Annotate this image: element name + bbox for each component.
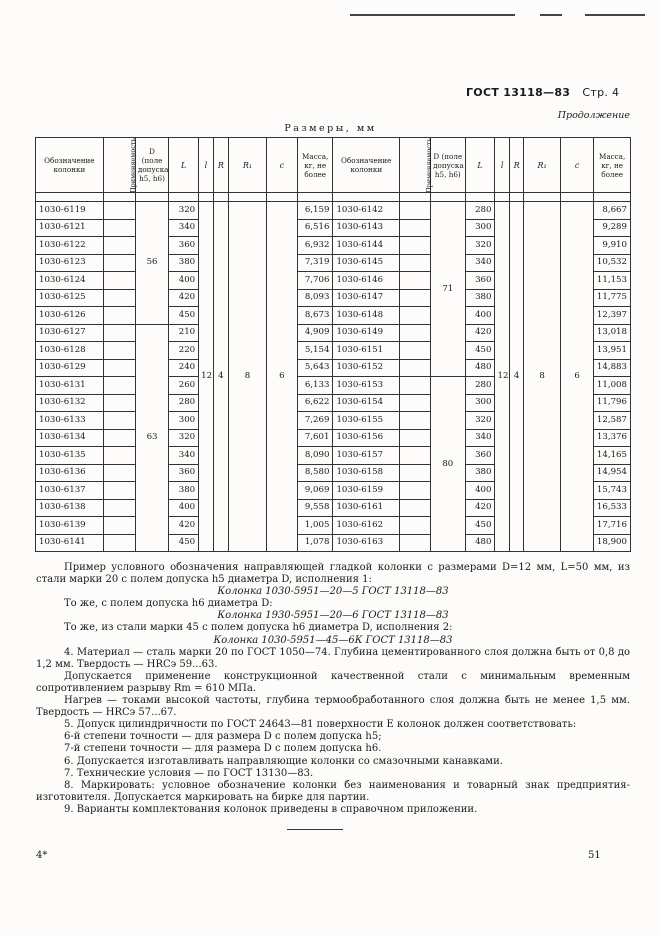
col-mass: Масса, кг, не более bbox=[594, 138, 631, 193]
paragraph: 9. Варианты комплектования колонок приведены в справочном приложении. bbox=[64, 803, 478, 815]
designation-cell: 1030-6162 bbox=[333, 517, 400, 535]
designation-cell: 1030-6134 bbox=[36, 429, 104, 447]
designation-cell: 1030-6144 bbox=[333, 237, 400, 255]
applicability-cell bbox=[103, 307, 135, 325]
mass-cell: 8,090 bbox=[297, 447, 333, 465]
col-l: l bbox=[495, 138, 509, 193]
L-cell: 280 bbox=[465, 202, 495, 220]
R1-cell: 8 bbox=[524, 202, 561, 552]
designation-cell: 1030-6122 bbox=[36, 237, 104, 255]
applicability-cell bbox=[400, 464, 431, 482]
mass-cell: 7,706 bbox=[297, 272, 333, 290]
mass-cell: 9,069 bbox=[297, 482, 333, 500]
L-cell: 220 bbox=[169, 342, 199, 360]
designation-cell: 1030-6163 bbox=[333, 534, 400, 552]
applicability-cell bbox=[400, 534, 431, 552]
mass-cell: 12,397 bbox=[594, 307, 631, 325]
designation-cell: 1030-6142 bbox=[333, 202, 400, 220]
designation-cell: 1030-6157 bbox=[333, 447, 400, 465]
applicability-cell bbox=[103, 219, 135, 237]
L-cell: 450 bbox=[465, 517, 495, 535]
L-cell: 320 bbox=[465, 237, 495, 255]
d-cell: 63 bbox=[135, 324, 168, 552]
designation-cell: 1030-6129 bbox=[36, 359, 104, 377]
mass-cell: 11,008 bbox=[594, 377, 631, 395]
spacer-cell bbox=[400, 193, 431, 202]
mass-cell: 8,673 bbox=[297, 307, 333, 325]
mass-cell: 16,533 bbox=[594, 499, 631, 517]
mass-cell: 15,743 bbox=[594, 482, 631, 500]
designation-cell: 1030-6139 bbox=[36, 517, 104, 535]
col-R1: R₁ bbox=[524, 138, 561, 193]
l-cell: 12 bbox=[495, 202, 509, 552]
mass-cell: 6,516 bbox=[297, 219, 333, 237]
applicability-cell bbox=[400, 412, 431, 430]
col-d: D (поле допуска h5, h6) bbox=[431, 138, 465, 193]
mass-cell: 8,667 bbox=[594, 202, 631, 220]
mass-cell: 9,558 bbox=[297, 499, 333, 517]
L-cell: 400 bbox=[465, 307, 495, 325]
applicability-cell bbox=[103, 447, 135, 465]
designation-cell: 1030-6146 bbox=[333, 272, 400, 290]
applicability-cell bbox=[400, 289, 431, 307]
designation-cell: 1030-6161 bbox=[333, 499, 400, 517]
designation-cell: 1030-6125 bbox=[36, 289, 104, 307]
col-c: c bbox=[560, 138, 593, 193]
mass-cell: 6,159 bbox=[297, 202, 333, 220]
mass-cell: 18,900 bbox=[594, 534, 631, 552]
paragraph: 8. Маркировать: условное обозначение колонки без наименования и товарный знак предприятия-изготовителя. Допускается маркировать на бирке для партии. bbox=[36, 779, 630, 803]
spacer-cell bbox=[103, 193, 135, 202]
spacer-cell bbox=[431, 193, 465, 202]
L-cell: 360 bbox=[465, 272, 495, 290]
col-applicability: Применяемость bbox=[400, 138, 431, 193]
designation-cell: 1030-6149 bbox=[333, 324, 400, 342]
table-spacer-row bbox=[36, 193, 631, 202]
L-cell: 450 bbox=[169, 307, 199, 325]
L-cell: 400 bbox=[169, 272, 199, 290]
paragraph: 4. Материал — сталь марки 20 по ГОСТ 1050—74. Глубина цементированного слоя должна быть от 0,8 до 1,2 мм. Твердость — HRCэ 59...63. bbox=[36, 646, 630, 670]
mass-cell: 13,951 bbox=[594, 342, 631, 360]
paragraph: 5. Допуск цилиндричности по ГОСТ 24643—81 поверхности Е колонок должен соответствовать: bbox=[64, 719, 577, 731]
mass-cell: 4,909 bbox=[297, 324, 333, 342]
spacer-cell bbox=[465, 193, 495, 202]
col-d: D (поле допуска h5, h6) bbox=[135, 138, 168, 193]
mass-cell: 1,005 bbox=[297, 517, 333, 535]
paragraph: 7-й степени точности — для размера D с полем допуска h6. bbox=[64, 743, 382, 755]
L-cell: 340 bbox=[465, 254, 495, 272]
applicability-cell bbox=[400, 499, 431, 517]
applicability-cell bbox=[103, 534, 135, 552]
L-cell: 380 bbox=[169, 482, 199, 500]
designation-cell: 1030-6153 bbox=[333, 377, 400, 395]
designation-cell: 1030-6155 bbox=[333, 412, 400, 430]
L-cell: 360 bbox=[169, 464, 199, 482]
mass-cell: 1,078 bbox=[297, 534, 333, 552]
paragraph: Пример условного обозначения направляющей гладкой колонки с размерами D=12 мм, L=50 мм, из стали марки 20 с полем допуска h5 диаметра D, исполнения 1: bbox=[36, 562, 630, 586]
L-cell: 480 bbox=[465, 534, 495, 552]
mass-cell: 13,018 bbox=[594, 324, 631, 342]
designation-cell: 1030-6126 bbox=[36, 307, 104, 325]
designation-cell: 1030-6135 bbox=[36, 447, 104, 465]
col-c: c bbox=[266, 138, 297, 193]
mass-cell: 6,133 bbox=[297, 377, 333, 395]
applicability-cell bbox=[400, 429, 431, 447]
mass-cell: 9,910 bbox=[594, 237, 631, 255]
spacer-cell bbox=[169, 193, 199, 202]
designation-cell: 1030-6141 bbox=[36, 534, 104, 552]
L-cell: 210 bbox=[169, 324, 199, 342]
spacer-cell bbox=[333, 193, 400, 202]
d-cell: 80 bbox=[431, 377, 465, 552]
continuation-label: Продолжение bbox=[557, 110, 630, 121]
spacer-cell bbox=[509, 193, 523, 202]
applicability-cell bbox=[103, 359, 135, 377]
applicability-cell bbox=[103, 342, 135, 360]
designation-cell: 1030-6147 bbox=[333, 289, 400, 307]
mass-cell: 14,954 bbox=[594, 464, 631, 482]
applicability-cell bbox=[400, 447, 431, 465]
designation-example: Колонка 1930-5951—20—6 ГОСТ 13118—83 bbox=[217, 610, 449, 622]
applicability-cell bbox=[400, 377, 431, 395]
L-cell: 320 bbox=[465, 412, 495, 430]
designation-cell: 1030-6136 bbox=[36, 464, 104, 482]
designation-cell: 1030-6159 bbox=[333, 482, 400, 500]
L-cell: 280 bbox=[169, 394, 199, 412]
mass-cell: 10,532 bbox=[594, 254, 631, 272]
table-caption: Размеры, мм bbox=[284, 123, 377, 134]
applicability-cell bbox=[103, 482, 135, 500]
applicability-cell bbox=[103, 517, 135, 535]
mass-cell: 12,587 bbox=[594, 412, 631, 430]
designation-example: Колонка 1030-5951—20—5 ГОСТ 13118—83 bbox=[217, 586, 449, 598]
footer-mark: 4* bbox=[36, 850, 48, 861]
paragraph: То же, с полем допуска h6 диаметра D: bbox=[64, 598, 273, 610]
L-cell: 450 bbox=[465, 342, 495, 360]
mass-cell: 7,319 bbox=[297, 254, 333, 272]
col-designation: Обозначение колонки bbox=[36, 138, 104, 193]
applicability-cell bbox=[103, 202, 135, 220]
applicability-cell bbox=[400, 202, 431, 220]
standard-number: ГОСТ 13118—83 bbox=[466, 86, 571, 99]
body-text bbox=[36, 562, 630, 816]
dimensions-table bbox=[35, 137, 631, 552]
col-R: R bbox=[213, 138, 229, 193]
L-cell: 300 bbox=[465, 219, 495, 237]
R-cell: 4 bbox=[509, 202, 523, 552]
designation-example: Колонка 1030-5951—45—6К ГОСТ 13118—83 bbox=[213, 634, 453, 646]
mass-cell: 11,153 bbox=[594, 272, 631, 290]
col-designation: Обозначение колонки bbox=[333, 138, 400, 193]
L-cell: 380 bbox=[169, 254, 199, 272]
designation-cell: 1030-6145 bbox=[333, 254, 400, 272]
c-cell: 6 bbox=[266, 202, 297, 552]
page-header bbox=[466, 86, 619, 99]
spacer-cell bbox=[594, 193, 631, 202]
mass-cell: 9,289 bbox=[594, 219, 631, 237]
designation-cell: 1030-6132 bbox=[36, 394, 104, 412]
L-cell: 480 bbox=[465, 359, 495, 377]
spacer-cell bbox=[135, 193, 168, 202]
L-cell: 240 bbox=[169, 359, 199, 377]
footer-page-number: 51 bbox=[588, 850, 601, 861]
L-cell: 360 bbox=[169, 237, 199, 255]
designation-cell: 1030-6151 bbox=[333, 342, 400, 360]
spacer-cell bbox=[495, 193, 509, 202]
applicability-cell bbox=[400, 237, 431, 255]
mass-cell: 11,775 bbox=[594, 289, 631, 307]
L-cell: 450 bbox=[169, 534, 199, 552]
L-cell: 260 bbox=[169, 377, 199, 395]
applicability-cell bbox=[103, 289, 135, 307]
applicability-cell bbox=[103, 254, 135, 272]
table-row bbox=[36, 202, 631, 220]
R-cell: 4 bbox=[213, 202, 229, 552]
spacer-cell bbox=[297, 193, 333, 202]
applicability-cell bbox=[103, 272, 135, 290]
L-cell: 360 bbox=[465, 447, 495, 465]
L-cell: 400 bbox=[465, 482, 495, 500]
applicability-cell bbox=[103, 499, 135, 517]
col-L: L bbox=[465, 138, 495, 193]
mass-cell: 7,269 bbox=[297, 412, 333, 430]
L-cell: 320 bbox=[169, 202, 199, 220]
applicability-cell bbox=[400, 272, 431, 290]
col-applicability: Применяемость bbox=[103, 138, 135, 193]
designation-cell: 1030-6127 bbox=[36, 324, 104, 342]
designation-cell: 1030-6152 bbox=[333, 359, 400, 377]
L-cell: 420 bbox=[465, 324, 495, 342]
applicability-cell bbox=[400, 359, 431, 377]
mass-cell: 5,643 bbox=[297, 359, 333, 377]
paragraph: Нагрев — токами высокой частоты, глубина термообработанного слоя должна быть не менее 1,5 мм. Твердость — HRCэ 57...67. bbox=[36, 695, 630, 719]
L-cell: 300 bbox=[169, 412, 199, 430]
L-cell: 320 bbox=[169, 429, 199, 447]
l-cell: 12 bbox=[199, 202, 213, 552]
L-cell: 340 bbox=[465, 429, 495, 447]
top-rule bbox=[585, 14, 645, 16]
spacer-cell bbox=[229, 193, 267, 202]
applicability-cell bbox=[400, 307, 431, 325]
designation-cell: 1030-6154 bbox=[333, 394, 400, 412]
applicability-cell bbox=[400, 254, 431, 272]
spacer-cell bbox=[213, 193, 229, 202]
designation-cell: 1030-6137 bbox=[36, 482, 104, 500]
col-R1: R₁ bbox=[229, 138, 267, 193]
L-cell: 340 bbox=[169, 219, 199, 237]
applicability-cell bbox=[103, 377, 135, 395]
mass-cell: 6,622 bbox=[297, 394, 333, 412]
paragraph: 6-й степени точности — для размера D с полем допуска h5; bbox=[64, 731, 382, 743]
L-cell: 380 bbox=[465, 464, 495, 482]
d-cell: 71 bbox=[431, 202, 465, 377]
applicability-cell bbox=[400, 394, 431, 412]
mass-cell: 7,601 bbox=[297, 429, 333, 447]
L-cell: 420 bbox=[465, 499, 495, 517]
mass-cell: 8,093 bbox=[297, 289, 333, 307]
applicability-cell bbox=[103, 394, 135, 412]
applicability-cell bbox=[103, 412, 135, 430]
L-cell: 340 bbox=[169, 447, 199, 465]
designation-cell: 1030-6119 bbox=[36, 202, 104, 220]
mass-cell: 6,932 bbox=[297, 237, 333, 255]
col-l: l bbox=[199, 138, 213, 193]
designation-cell: 1030-6143 bbox=[333, 219, 400, 237]
designation-cell: 1030-6123 bbox=[36, 254, 104, 272]
mass-cell: 17,716 bbox=[594, 517, 631, 535]
designation-cell: 1030-6121 bbox=[36, 219, 104, 237]
mass-cell: 14,165 bbox=[594, 447, 631, 465]
applicability-cell bbox=[103, 324, 135, 342]
end-rule bbox=[287, 829, 343, 830]
top-rule bbox=[540, 14, 562, 16]
mass-cell: 8,580 bbox=[297, 464, 333, 482]
designation-cell: 1030-6124 bbox=[36, 272, 104, 290]
applicability-cell bbox=[400, 219, 431, 237]
spacer-cell bbox=[524, 193, 561, 202]
applicability-cell bbox=[103, 429, 135, 447]
applicability-cell bbox=[400, 342, 431, 360]
mass-cell: 14,883 bbox=[594, 359, 631, 377]
applicability-cell bbox=[103, 464, 135, 482]
R1-cell: 8 bbox=[229, 202, 267, 552]
col-R: R bbox=[509, 138, 523, 193]
d-cell: 56 bbox=[135, 202, 168, 325]
designation-cell: 1030-6158 bbox=[333, 464, 400, 482]
spacer-cell bbox=[560, 193, 593, 202]
designation-cell: 1030-6138 bbox=[36, 499, 104, 517]
col-L: L bbox=[169, 138, 199, 193]
L-cell: 420 bbox=[169, 289, 199, 307]
applicability-cell bbox=[400, 517, 431, 535]
top-rule bbox=[350, 14, 515, 16]
designation-cell: 1030-6156 bbox=[333, 429, 400, 447]
col-mass: Масса, кг, не более bbox=[297, 138, 333, 193]
designation-cell: 1030-6148 bbox=[333, 307, 400, 325]
L-cell: 280 bbox=[465, 377, 495, 395]
paragraph: 7. Технические условия — по ГОСТ 13130—83. bbox=[64, 767, 314, 779]
L-cell: 300 bbox=[465, 394, 495, 412]
spacer-cell bbox=[199, 193, 213, 202]
designation-cell: 1030-6131 bbox=[36, 377, 104, 395]
designation-cell: 1030-6133 bbox=[36, 412, 104, 430]
L-cell: 400 bbox=[169, 499, 199, 517]
L-cell: 380 bbox=[465, 289, 495, 307]
page-number: Стр. 4 bbox=[582, 86, 620, 99]
paragraph: 6. Допускается изготавливать направляющие колонки со смазочными канавками. bbox=[64, 755, 503, 767]
table-header-row bbox=[36, 138, 631, 193]
spacer-cell bbox=[266, 193, 297, 202]
applicability-cell bbox=[400, 482, 431, 500]
applicability-cell bbox=[103, 237, 135, 255]
mass-cell: 11,796 bbox=[594, 394, 631, 412]
c-cell: 6 bbox=[560, 202, 593, 552]
designation-cell: 1030-6128 bbox=[36, 342, 104, 360]
paragraph: Допускается применение конструкционной качественной стали с минимальным временным сопротивлением разрыву Rm = 610 МПа. bbox=[36, 670, 630, 694]
mass-cell: 13,376 bbox=[594, 429, 631, 447]
applicability-cell bbox=[400, 324, 431, 342]
L-cell: 420 bbox=[169, 517, 199, 535]
mass-cell: 5,154 bbox=[297, 342, 333, 360]
paragraph: То же, из стали марки 45 с полем допуска h6 диаметра D, исполнения 2: bbox=[64, 622, 453, 634]
spacer-cell bbox=[36, 193, 104, 202]
